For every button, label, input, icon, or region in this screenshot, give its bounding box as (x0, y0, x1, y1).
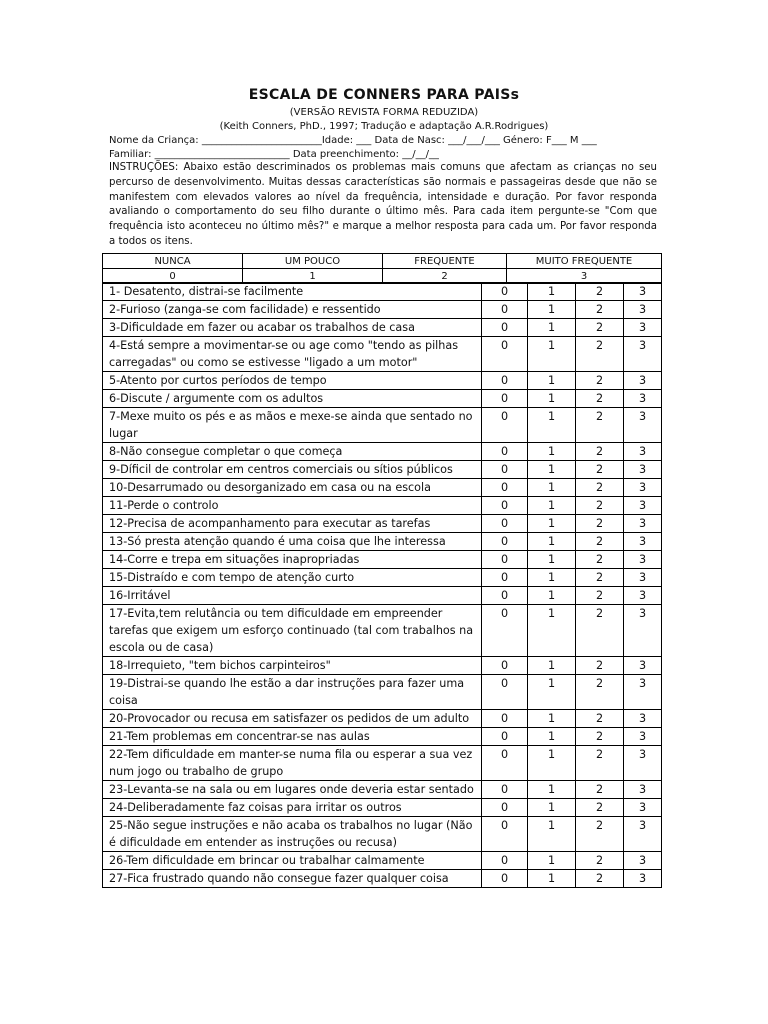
rating-option-0[interactable]: 0 (482, 301, 528, 319)
rating-option-1[interactable]: 1 (528, 479, 576, 497)
rating-option-2[interactable]: 2 (576, 817, 624, 852)
rating-option-2[interactable]: 2 (576, 657, 624, 675)
rating-option-1[interactable]: 1 (528, 461, 576, 479)
rating-option-3[interactable]: 3 (624, 515, 662, 533)
rating-option-3[interactable]: 3 (624, 870, 662, 888)
item-text: 25-Não segue instruções e não acaba os trabalhos no lugar (Não é dificuldade em entender as instruções ou recusa) (103, 817, 482, 852)
rating-option-1[interactable]: 1 (528, 497, 576, 515)
rating-option-1[interactable]: 1 (528, 870, 576, 888)
rating-option-1[interactable]: 1 (528, 301, 576, 319)
document-title: ESCALA DE CONNERS PARA PAISs (248, 87, 520, 103)
rating-option-1[interactable]: 1 (528, 710, 576, 728)
rating-option-0[interactable]: 0 (482, 283, 528, 301)
table-row (103, 657, 662, 675)
rating-option-2[interactable]: 2 (576, 515, 624, 533)
rating-option-1[interactable]: 1 (528, 657, 576, 675)
item-text: 23-Levanta-se na sala ou em lugares onde deveria estar sentado (103, 781, 482, 799)
rating-option-1[interactable]: 1 (528, 675, 576, 710)
rating-option-2[interactable]: 2 (576, 675, 624, 710)
rating-option-2[interactable]: 2 (576, 799, 624, 817)
item-text: 3-Dificuldade em fazer ou acabar os trabalhos de casa (103, 319, 482, 337)
rating-option-1[interactable]: 1 (528, 443, 576, 461)
item-text: 14-Corre e trepa em situações inapropriadas (103, 551, 482, 569)
item-text: 9-Díficil de controlar em centros comerciais ou sítios públicos (103, 461, 482, 479)
table-row (103, 319, 662, 337)
instructions-paragraph: INSTRUÇÕES: Abaixo estão descriminados os problemas mais comuns que afectam as crianças no seu percurso de desenvolvimento. Muitas dessas características são normais e passageiras desde que não se manifestem com elevados valores ao nível da frequência, intensidade e duração. Por favor responda avaliando o comportamento do seu filho durante o último mês. Para cada item pergunte-se "Com que frequência isto aconteceu no último mês?" e marque a melhor resposta para cada um. Por favor responda a todos os itens. (109, 162, 657, 247)
rating-option-2[interactable]: 2 (576, 551, 624, 569)
rating-option-2[interactable]: 2 (576, 746, 624, 781)
rating-option-1[interactable]: 1 (528, 852, 576, 870)
document-subtitle-author: (Keith Conners, PhD., 1997; Tradução e adaptação A.R.Rodrigues) (219, 121, 549, 132)
table-row (103, 817, 662, 852)
rating-option-0[interactable]: 0 (482, 551, 528, 569)
rating-option-1[interactable]: 1 (528, 319, 576, 337)
rating-option-1[interactable]: 1 (528, 390, 576, 408)
table-row (103, 781, 662, 799)
table-row (103, 870, 662, 888)
table-row (103, 605, 662, 657)
rating-option-3[interactable]: 3 (624, 569, 662, 587)
rating-option-0[interactable]: 0 (482, 817, 528, 852)
rating-option-3[interactable]: 3 (624, 746, 662, 781)
item-text: 10-Desarrumado ou desorganizado em casa ou na escola (103, 479, 482, 497)
table-row (103, 746, 662, 781)
rating-option-3[interactable]: 3 (624, 799, 662, 817)
rating-option-2[interactable]: 2 (576, 390, 624, 408)
rating-option-2[interactable]: 2 (576, 461, 624, 479)
rating-option-0[interactable]: 0 (482, 781, 528, 799)
scale-label-frequente: FREQUENTE (383, 254, 507, 269)
item-text: 16-Irritável (103, 587, 482, 605)
rating-option-2[interactable]: 2 (576, 587, 624, 605)
rating-option-2[interactable]: 2 (576, 781, 624, 799)
table-row (103, 497, 662, 515)
item-text: 4-Está sempre a movimentar-se ou age como "tendo as pilhas carregadas" ou como se estivesse "ligado a um motor" (103, 337, 482, 372)
rating-option-0[interactable]: 0 (482, 390, 528, 408)
rating-option-2[interactable]: 2 (576, 372, 624, 390)
rating-option-1[interactable]: 1 (528, 551, 576, 569)
item-text: 8-Não consegue completar o que começa (103, 443, 482, 461)
item-text: 24-Deliberadamente faz coisas para irritar os outros (103, 799, 482, 817)
rating-option-2[interactable]: 2 (576, 337, 624, 372)
table-row (103, 569, 662, 587)
rating-option-2[interactable]: 2 (576, 533, 624, 551)
items-table (102, 282, 662, 888)
rating-option-0[interactable]: 0 (482, 497, 528, 515)
rating-option-3[interactable]: 3 (624, 710, 662, 728)
rating-option-1[interactable]: 1 (528, 515, 576, 533)
table-row (103, 675, 662, 710)
scale-label-um-pouco: UM POUCO (243, 254, 383, 269)
rating-option-1[interactable]: 1 (528, 728, 576, 746)
rating-option-2[interactable]: 2 (576, 728, 624, 746)
rating-option-1[interactable]: 1 (528, 746, 576, 781)
rating-option-2[interactable]: 2 (576, 605, 624, 657)
rating-option-0[interactable]: 0 (482, 799, 528, 817)
rating-option-3[interactable]: 3 (624, 533, 662, 551)
rating-option-1[interactable]: 1 (528, 283, 576, 301)
family-info-line: Familiar: ___________________________ Data preenchimento: __/__/__ (109, 149, 439, 160)
rating-option-2[interactable]: 2 (576, 301, 624, 319)
item-text: 7-Mexe muito os pés e as mãos e mexe-se ainda que sentado no lugar (103, 408, 482, 443)
rating-option-0[interactable]: 0 (482, 515, 528, 533)
rating-option-0[interactable]: 0 (482, 870, 528, 888)
rating-option-3[interactable]: 3 (624, 390, 662, 408)
rating-option-3[interactable]: 3 (624, 852, 662, 870)
rating-option-0[interactable]: 0 (482, 443, 528, 461)
rating-option-0[interactable]: 0 (482, 587, 528, 605)
rating-option-0[interactable]: 0 (482, 728, 528, 746)
table-row (103, 799, 662, 817)
rating-option-3[interactable]: 3 (624, 301, 662, 319)
document-subtitle-version: (VERSÃO REVISTA FORMA REDUZIDA) (289, 107, 479, 118)
rating-option-0[interactable]: 0 (482, 479, 528, 497)
rating-option-3[interactable]: 3 (624, 605, 662, 657)
item-text: 27-Fica frustrado quando não consegue fazer qualquer coisa (103, 870, 482, 888)
item-text: 5-Atento por curtos períodos de tempo (103, 372, 482, 390)
rating-option-3[interactable]: 3 (624, 781, 662, 799)
table-row (103, 515, 662, 533)
table-row (103, 728, 662, 746)
rating-option-1[interactable]: 1 (528, 408, 576, 443)
item-text: 6-Discute / argumente com os adultos (103, 390, 482, 408)
rating-option-3[interactable]: 3 (624, 728, 662, 746)
item-text: 22-Tem dificuldade em manter-se numa fila ou esperar a sua vez num jogo ou trabalho de grupo (103, 746, 482, 781)
rating-option-0[interactable]: 0 (482, 605, 528, 657)
rating-option-3[interactable]: 3 (624, 461, 662, 479)
table-row (103, 372, 662, 390)
scale-value-1: 1 (243, 269, 383, 284)
rating-option-3[interactable]: 3 (624, 283, 662, 301)
rating-option-2[interactable]: 2 (576, 497, 624, 515)
rating-option-2[interactable]: 2 (576, 852, 624, 870)
table-row (103, 479, 662, 497)
rating-option-0[interactable]: 0 (482, 408, 528, 443)
rating-option-0[interactable]: 0 (482, 372, 528, 390)
table-row (103, 587, 662, 605)
rating-option-1[interactable]: 1 (528, 817, 576, 852)
rating-option-1[interactable]: 1 (528, 569, 576, 587)
rating-option-2[interactable]: 2 (576, 319, 624, 337)
scale-label-muito-frequente: MUITO FREQUENTE (507, 254, 662, 269)
item-text: 17-Evita,tem relutância ou tem dificuldade em empreender tarefas que exigem um esforço continuado (tal com trabalhos na escola ou de casa) (103, 605, 482, 657)
rating-option-0[interactable]: 0 (482, 657, 528, 675)
rating-option-2[interactable]: 2 (576, 569, 624, 587)
rating-option-1[interactable]: 1 (528, 587, 576, 605)
rating-option-2[interactable]: 2 (576, 479, 624, 497)
rating-option-1[interactable]: 1 (528, 799, 576, 817)
rating-option-3[interactable]: 3 (624, 587, 662, 605)
table-row (103, 443, 662, 461)
rating-option-3[interactable]: 3 (624, 657, 662, 675)
scale-label-nunca: NUNCA (103, 254, 243, 269)
rating-option-3[interactable]: 3 (624, 497, 662, 515)
rating-option-0[interactable]: 0 (482, 337, 528, 372)
rating-option-1[interactable]: 1 (528, 372, 576, 390)
table-row (103, 408, 662, 443)
rating-option-2[interactable]: 2 (576, 408, 624, 443)
scale-value-3: 3 (507, 269, 662, 284)
child-info-line: Nome da Criança: ________________________Idade: ___ Data de Nasc: ___/___/___ Género: F___ M ___ (109, 135, 597, 146)
rating-option-0[interactable]: 0 (482, 852, 528, 870)
rating-option-2[interactable]: 2 (576, 710, 624, 728)
rating-option-3[interactable]: 3 (624, 443, 662, 461)
rating-option-3[interactable]: 3 (624, 337, 662, 372)
item-text: 2-Furioso (zanga-se com facilidade) e ressentido (103, 301, 482, 319)
rating-option-0[interactable]: 0 (482, 319, 528, 337)
rating-option-3[interactable]: 3 (624, 817, 662, 852)
item-text: 19-Distrai-se quando lhe estão a dar instruções para fazer uma coisa (103, 675, 482, 710)
table-row (103, 710, 662, 728)
scale-value-2: 2 (383, 269, 507, 284)
item-text: 18-Irrequieto, "tem bichos carpinteiros" (103, 657, 482, 675)
rating-option-1[interactable]: 1 (528, 337, 576, 372)
rating-option-2[interactable]: 2 (576, 443, 624, 461)
rating-option-0[interactable]: 0 (482, 569, 528, 587)
scale-value-0: 0 (103, 269, 243, 284)
rating-option-0[interactable]: 0 (482, 746, 528, 781)
rating-option-0[interactable]: 0 (482, 533, 528, 551)
table-row (103, 551, 662, 569)
item-text: 15-Distraído e com tempo de atenção curto (103, 569, 482, 587)
item-text: 12-Precisa de acompanhamento para executar as tarefas (103, 515, 482, 533)
table-row (103, 852, 662, 870)
rating-option-3[interactable]: 3 (624, 479, 662, 497)
rating-option-3[interactable]: 3 (624, 319, 662, 337)
table-row (103, 390, 662, 408)
item-text: 26-Tem dificuldade em brincar ou trabalhar calmamente (103, 852, 482, 870)
table-row (103, 533, 662, 551)
table-row (103, 461, 662, 479)
rating-option-1[interactable]: 1 (528, 781, 576, 799)
item-text: 13-Só presta atenção quando é uma coisa que lhe interessa (103, 533, 482, 551)
item-text: 1- Desatento, distrai-se facilmente (103, 283, 482, 301)
table-row (103, 337, 662, 372)
rating-option-0[interactable]: 0 (482, 461, 528, 479)
table-row (103, 301, 662, 319)
rating-option-2[interactable]: 2 (576, 870, 624, 888)
table-row (103, 283, 662, 301)
rating-option-0[interactable]: 0 (482, 675, 528, 710)
item-text: 21-Tem problemas em concentrar-se nas aulas (103, 728, 482, 746)
rating-option-2[interactable]: 2 (576, 283, 624, 301)
item-text: 11-Perde o controlo (103, 497, 482, 515)
rating-option-1[interactable]: 1 (528, 605, 576, 657)
rating-option-3[interactable]: 3 (624, 551, 662, 569)
rating-option-3[interactable]: 3 (624, 408, 662, 443)
rating-option-3[interactable]: 3 (624, 675, 662, 710)
rating-option-1[interactable]: 1 (528, 533, 576, 551)
rating-scale-legend (102, 253, 662, 284)
item-text: 20-Provocador ou recusa em satisfazer os pedidos de um adulto (103, 710, 482, 728)
rating-option-0[interactable]: 0 (482, 710, 528, 728)
rating-option-3[interactable]: 3 (624, 372, 662, 390)
